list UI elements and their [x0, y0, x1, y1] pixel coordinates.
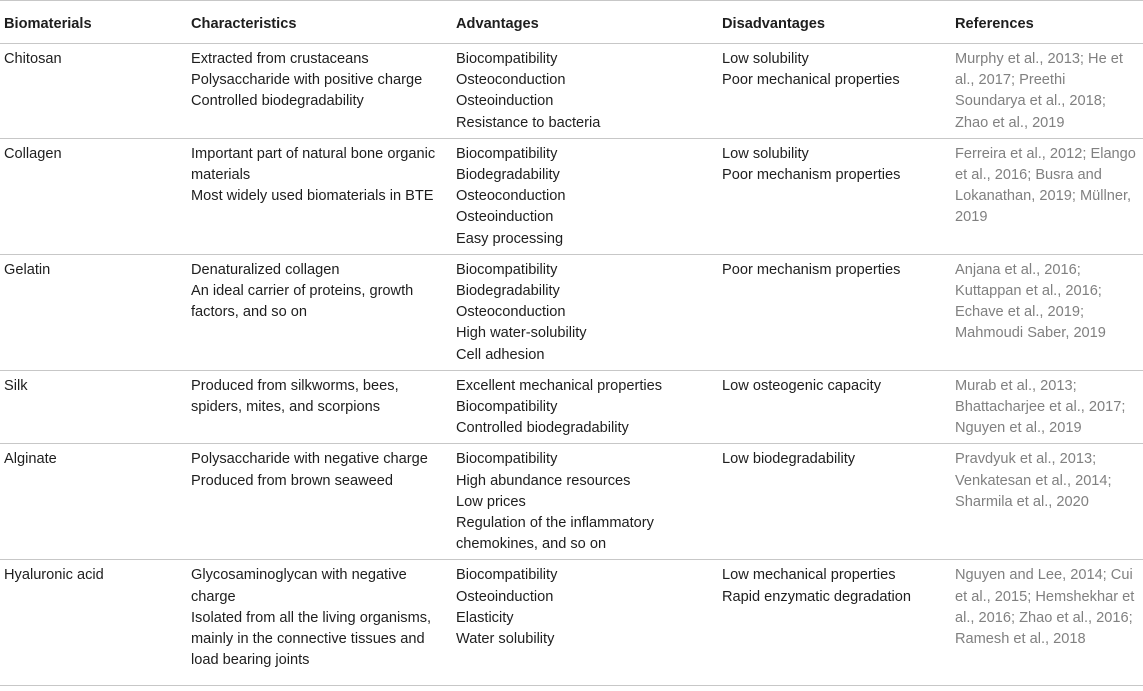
cell-advantages	[450, 370, 716, 444]
disadvantages-item: Poor mechanical properties	[722, 72, 900, 89]
cell-references: Nguyen and Lee, 2014; Cui et al., 2015; Hemshekhar et al., 2016; Zhao et al., 2016; Ramesh et al., 2018	[949, 560, 1143, 686]
characteristics-item: Extracted from crustaceans	[191, 51, 369, 67]
advantages-item: Elasticity	[456, 609, 514, 626]
cell-biomaterial: Hyaluronic acid	[0, 560, 185, 686]
advantages-item: Water solubility	[456, 631, 555, 648]
characteristics-item: Isolated from all the living organisms, mainly in the connective tissues and load bearing joints	[191, 609, 432, 669]
disadvantages-item: Low solubility	[722, 145, 809, 162]
cell-characteristics	[185, 560, 450, 686]
advantages-item: Resistance to bacteria	[456, 114, 601, 131]
advantages-item: Low prices	[456, 493, 526, 510]
cell-references: Anjana et al., 2016; Kuttappan et al., 2016; Echave et al., 2019; Mahmoudi Saber, 2019	[949, 254, 1143, 370]
cell-disadvantages	[716, 560, 949, 686]
disadvantages-item: Low osteogenic capacity	[722, 377, 882, 394]
cell-biomaterial: Silk	[0, 370, 185, 444]
cell-biomaterial: Collagen	[0, 138, 185, 254]
advantages-item: Osteoinduction	[456, 588, 554, 605]
advantages-item: Osteoconduction	[456, 304, 566, 321]
cell-references: Murphy et al., 2013; He et al., 2017; Preethi Soundarya et al., 2018; Zhao et al., 2019	[949, 44, 1143, 139]
cell-disadvantages	[716, 444, 949, 560]
advantages-item: Biocompatibility	[456, 399, 558, 416]
disadvantages-item: Low mechanical properties	[722, 567, 896, 584]
cell-advantages	[450, 44, 716, 139]
characteristics-item: Denaturalized collagen	[191, 261, 340, 278]
cell-disadvantages	[716, 254, 949, 370]
header-biomaterials: Biomaterials	[0, 1, 185, 44]
header-references: References	[949, 1, 1143, 44]
advantages-item: Biocompatibility	[456, 51, 558, 67]
disadvantages-item: Low biodegradability	[722, 451, 856, 468]
table-row	[0, 138, 1143, 254]
cell-characteristics	[185, 44, 450, 139]
advantages-item: Biocompatibility	[456, 145, 558, 162]
characteristics-item: Polysaccharide with positive charge	[191, 72, 423, 89]
table-header	[0, 1, 1143, 44]
characteristics-item: Produced from brown seaweed	[191, 472, 393, 489]
characteristics-item: Most widely used biomaterials in BTE	[191, 188, 434, 205]
cell-advantages	[450, 254, 716, 370]
characteristics-item: Glycosaminoglycan with negative charge	[191, 567, 407, 605]
advantages-item: Biocompatibility	[456, 261, 558, 278]
disadvantages-item: Poor mechanism properties	[722, 261, 901, 278]
characteristics-item: An ideal carrier of proteins, growth factors, and so on	[191, 283, 414, 321]
table-row	[0, 370, 1143, 444]
cell-characteristics	[185, 444, 450, 560]
advantages-item: Cell adhesion	[456, 346, 545, 363]
table-row	[0, 444, 1143, 560]
header-row	[0, 1, 1143, 44]
advantages-item: High water-solubility	[456, 325, 587, 342]
advantages-item: Controlled biodegradability	[456, 420, 629, 437]
advantages-item: Osteoconduction	[456, 72, 566, 89]
characteristics-item: Controlled biodegradability	[191, 93, 364, 110]
cell-biomaterial: Chitosan	[0, 44, 185, 139]
characteristics-item: Produced from silkworms, bees, spiders, mites, and scorpions	[191, 377, 399, 416]
advantages-item: Osteoconduction	[456, 188, 566, 205]
disadvantages-item: Low solubility	[722, 51, 809, 67]
characteristics-item: Important part of natural bone organic materials	[191, 145, 436, 184]
header-characteristics: Characteristics	[185, 1, 450, 44]
cell-disadvantages	[716, 44, 949, 139]
cell-disadvantages	[716, 370, 949, 444]
disadvantages-item: Rapid enzymatic degradation	[722, 588, 912, 605]
advantages-item: Biodegradability	[456, 167, 560, 184]
cell-biomaterial: Gelatin	[0, 254, 185, 370]
advantages-item: Biodegradability	[456, 283, 560, 300]
cell-advantages	[450, 138, 716, 254]
header-advantages: Advantages	[450, 1, 716, 44]
cell-characteristics	[185, 138, 450, 254]
advantages-item: Regulation of the inflammatory chemokines, and so on	[456, 515, 654, 553]
disadvantages-item: Poor mechanism properties	[722, 167, 901, 184]
table-row	[0, 560, 1143, 686]
advantages-item: Osteoinduction	[456, 209, 554, 226]
cell-characteristics	[185, 370, 450, 444]
advantages-item: Excellent mechanical properties	[456, 377, 663, 394]
advantages-item: Easy processing	[456, 230, 564, 247]
cell-advantages	[450, 444, 716, 560]
header-disadvantages: Disadvantages	[716, 1, 949, 44]
cell-disadvantages	[716, 138, 949, 254]
advantages-item: High abundance resources	[456, 472, 631, 489]
cell-references: Pravdyuk et al., 2013; Venkatesan et al., 2014; Sharmila et al., 2020	[949, 444, 1143, 560]
advantages-item: Osteoinduction	[456, 93, 554, 110]
advantages-item: Biocompatibility	[456, 567, 558, 584]
cell-references: Ferreira et al., 2012; Elango et al., 2016; Busra and Lokanathan, 2019; Müllner, 2019	[949, 138, 1143, 254]
characteristics-item: Polysaccharide with negative charge	[191, 451, 428, 468]
cell-characteristics	[185, 254, 450, 370]
table-row	[0, 44, 1143, 139]
cell-biomaterial: Alginate	[0, 444, 185, 560]
cell-advantages	[450, 560, 716, 686]
cell-references: Murab et al., 2013; Bhattacharjee et al., 2017; Nguyen et al., 2019	[949, 370, 1143, 444]
table-body	[0, 44, 1143, 686]
advantages-item: Biocompatibility	[456, 451, 558, 468]
table-row	[0, 254, 1143, 370]
